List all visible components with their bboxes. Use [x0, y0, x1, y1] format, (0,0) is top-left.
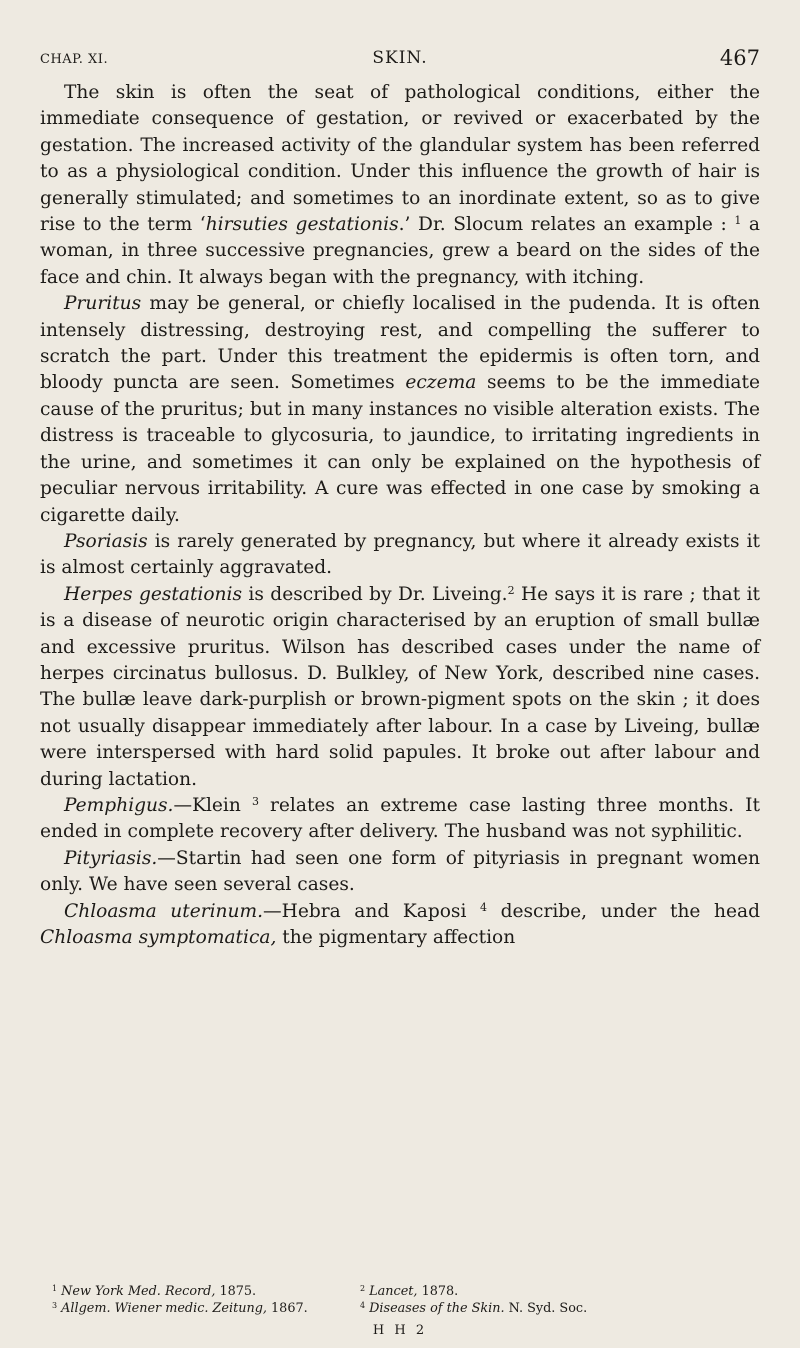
paragraph-pityriasis: Pityriasis.—Startin had seen one form of pityriasis in pregnant women only. We have seen several cases.: [40, 847, 760, 896]
section-term: Pityriasis.: [64, 847, 158, 869]
section-term: Pruritus: [64, 293, 142, 315]
section-term: Pemphigus.: [64, 794, 174, 816]
section-term: Herpes gestationis: [64, 583, 243, 605]
footnote-ref: 4: [480, 900, 487, 914]
footnote-1: $^1$ New York Med. Record, 1875.: [52, 1284, 257, 1299]
paragraph-psoriasis: Psoriasis is rarely generated by pregnancy, but where it already exists it is almost certainly aggravated.: [40, 530, 760, 579]
signature-mark: H H 2: [372, 1323, 428, 1338]
footnote-3: $^3$ Allgem. Wiener medic. Zeitung, 1867.: [52, 1301, 308, 1316]
footnote-ref: 3: [251, 794, 259, 808]
chapter-label: CHAP. XI.: [40, 52, 109, 67]
running-header: [40, 46, 760, 76]
paragraph-chloasma: Chloasma uterinum.—Hebra and Kaposi $^4$ describe, under the head Chloasma symptomatica, the pigmentary affection: [40, 900, 760, 948]
section-term: Chloasma uterinum.: [64, 900, 264, 922]
footnote-ref: 2: [507, 583, 515, 597]
footnote-ref: 1: [734, 214, 742, 228]
paragraph-pruritus: Pruritus may be general, or chiefly localised in the pudenda. It is often intensely distressing, destroying rest, and compelling the sufferer to scratch the part. Under this treatment the epidermis is often torn, and bloody puncta are seen. Sometimes eczema seems to be the immediate cause of the pruritus; but in many instances no visible alteration exists. The distress is traceable to glycosuria, to jaundice, to irritating ingredients in the urine, and sometimes it can only be explained on the hypothesis of peculiar nervous irritability. A cure was effected in one case by smoking a cigarette daily.: [40, 293, 760, 526]
footnote-2: $^2$ Lancet, 1878.: [360, 1284, 459, 1299]
paragraph-pemphigus: Pemphigus.—Klein $^3$ relates an extreme case lasting three months. It ended in complete recovery after delivery. The husband was not syphilitic.: [40, 794, 760, 843]
section-term: Psoriasis: [64, 530, 148, 552]
footnotes: [40, 1283, 760, 1317]
page-number: 467: [719, 46, 760, 70]
footnote-4: $^4$ Diseases of the Skin. N. Syd. Soc.: [360, 1301, 588, 1316]
body-text: [40, 80, 760, 951]
running-title: SKIN.: [372, 48, 428, 68]
paragraph-herpes: Herpes gestationis is described by Dr. Liveing.$^2$ He says it is rare ; that it is a disease of neurotic origin characterised by an eruption of small bullæ and excessive pruritus. Wilson has described cases under the name of herpes circinatus bullosus. D. Bulkley, of New York, described nine cases. The bullæ leave dark-purplish or brown-pigment spots on the skin ; it does not usually disappear immediately after labour. In a case by Liveing, bullæ were interspersed with hard solid papules. It broke out after labour and during lactation.: [40, 583, 760, 790]
paragraph-hirsuties: The skin is often the seat of pathological conditions, either the immediate consequence of gestation, or revived or exacerbated by the gestation. The increased activity of the glandular system has been referred to as a physiological condition. Under this influence the growth of hair is generally stimulated; and sometimes to an inordinate extent, so as to give rise to the term ‘hirsuties gestationis.’ Dr. Slocum relates an example : $^1$ a woman, in three successive pregnancies, grew a beard on the sides of the face and chin. It always began with the pregnancy, with itching.: [40, 82, 760, 288]
